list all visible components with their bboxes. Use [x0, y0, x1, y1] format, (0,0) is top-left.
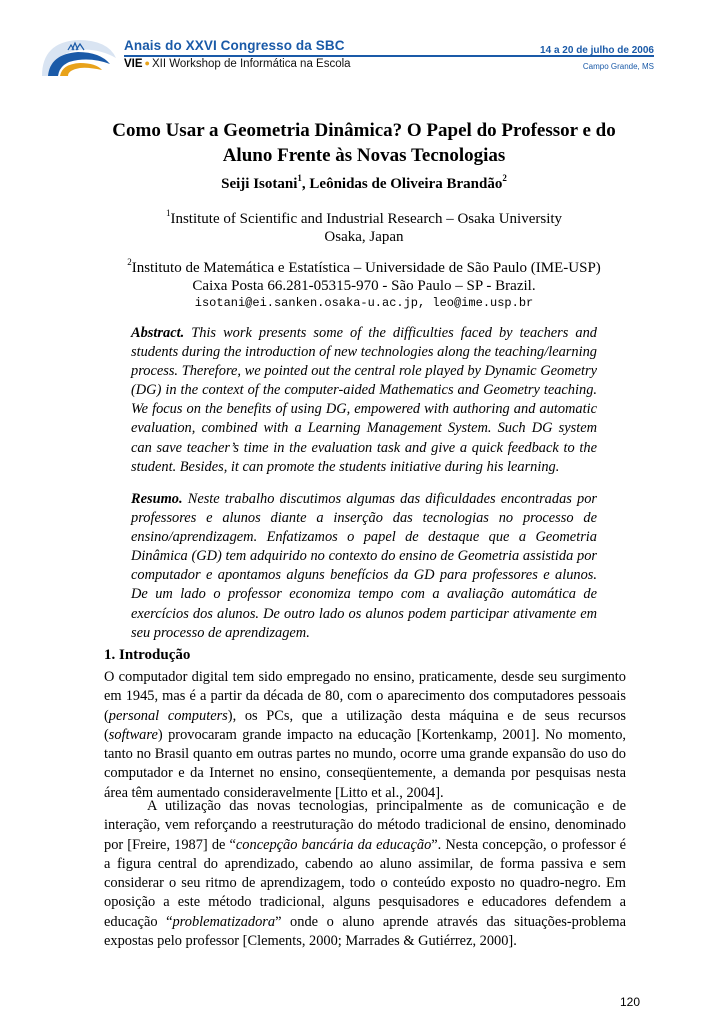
section-heading: 1. Introdução [104, 647, 191, 663]
author-emails: isotani@ei.sanken.osaka-u.ac.jp, leo@ime.usp.br [194, 296, 534, 310]
author-separator: , [301, 176, 310, 192]
affiliation-2 [100, 259, 628, 295]
page-number: 120 [619, 995, 640, 1009]
affiliation-1-institution: Institute of Scientific and Industrial Research – Osaka University [170, 211, 563, 227]
author-2: Leônidas de Oliveira Brandão [309, 176, 503, 192]
p2-italic-concepcao: concepção bancária da educação [235, 836, 432, 853]
body-paragraph-1 [104, 668, 626, 803]
p2-italic-problematizadora: problematizadora [172, 913, 276, 930]
abstract-label: Abstract. [131, 325, 185, 341]
author-2-affiliation: 2 [502, 173, 507, 183]
title-line-1: Como Usar a Geometria Dinâmica? O Papel do Professor e do [112, 120, 616, 141]
abstract-english [131, 324, 597, 477]
sbc-congress-logo-icon [38, 36, 120, 78]
affiliation-1 [100, 210, 628, 246]
affiliation-1-marker: 1 [165, 208, 171, 218]
author-1-affiliation: 1 [297, 173, 302, 183]
workshop-title [124, 58, 351, 70]
abstract-text: This work presents some of the difficulties faced by teachers and students during the introduction of new technologies along the teaching/learning process. Therefore, we pointed out the central role played by Dynamic Geometry (DG) in the context of the computer-aided Mathematics and Geometry teaching. We focus on the benefits of using DG, empowered with authoring and automatic evaluation, combined with a Learning Management System. Such DG system can save teacher’s time in the evaluation task and give a quick feedback to the student. Besides, it can promote the students initiative during his learning. [131, 325, 597, 475]
p2-text-b: ”. Nesta concepção, o professor é a figura central do aprendizado, cabendo ao aluno assimilar, de forma passiva e sem considerar o seu ritmo de aprendizagem, todo o conteúdo exposto no quadro-negro. Em oposição a este método tradicional, alguns pesquisadores e educadores defendem a educação “ [104, 836, 627, 930]
affiliation-1-location: Osaka, Japan [324, 229, 404, 245]
paper-title [100, 118, 628, 168]
p2-text-c: ” onde o aluno aprende através das situações-problema expostas pelo professor [Clements, 2000; Marrades & Gutiérrez, 2000]. [104, 913, 626, 950]
vie-label: VIE [124, 58, 143, 70]
affiliation-2-marker: 2 [127, 257, 132, 267]
author-1: Seiji Isotani [221, 176, 298, 192]
p1-text-b: ), os PCs, que a utilização desta máquina e de seus recursos ( [104, 707, 626, 743]
body-paragraph-2 [104, 797, 626, 951]
resumo-label: Resumo. [131, 491, 183, 507]
author-list [100, 173, 628, 193]
conference-header [0, 0, 728, 90]
affiliation-2-address: Caixa Posta 66.281-05315-970 - São Paulo – SP - Brazil. [192, 278, 536, 294]
p2-text-a: A utilização das novas tecnologias, principalmente as de comunicação e de interação, vem reforçando a reestruturação do método tradicional de ensino, denominado por [Freire, 1987] de “ [104, 798, 626, 853]
resumo-text: Neste trabalho discutimos algumas das dificuldades encontradas por professores e alunos diante a inserção das tecnologias no processo de ensino/aprendizagem. Enfatizamos o papel de destaque que a Geometria Dinâmica (GD) tem adquirido no contexto do ensino de Geometria assistida por computador e apontamos alguns benefícios da GD para professores e alunos. De um lado o professor economiza tempo com a avaliação automática de exercícios dos alunos. De outro lado os alunos podem participar ativamente em seu processo de aprendizagem. [131, 491, 597, 641]
affiliation-2-institution: Instituto de Matemática e Estatística – Universidade de São Paulo (IME-USP) [131, 260, 601, 276]
p1-italic-software: software [108, 726, 158, 743]
p1-italic-personal-computers: personal computers [108, 707, 228, 724]
workshop-name: XII Workshop de Informática na Escola [151, 58, 351, 70]
p1-text-a: O computador digital tem sido empregado no ensino, praticamente, desde seu surgimento em 1945, mas é a partir da década de 80, com o aparecimento dos computadores pessoais ( [104, 669, 626, 724]
conference-title: Anais do XXVI Congresso da SBC [124, 38, 345, 53]
bullet-icon: ● [144, 58, 150, 68]
p1-text-c: ) provocaram grande impacto na educação [Kortenkamp, 2001]. No momento, tanto no Brasil quanto em outras partes no mundo, ocorre uma grande expansão do uso do computador e da Internet no ensino, conseqüentemente, a demanda por pesquisas nesta área têm aumentado consideravelmente [Litto et al., 2004]. [104, 726, 626, 801]
abstract-portuguese [131, 490, 597, 643]
conference-place: Campo Grande, MS [582, 62, 654, 71]
conference-date: 14 a 20 de julho de 2006 [540, 45, 654, 56]
title-line-2: Aluno Frente às Novas Tecnologias [222, 145, 506, 166]
